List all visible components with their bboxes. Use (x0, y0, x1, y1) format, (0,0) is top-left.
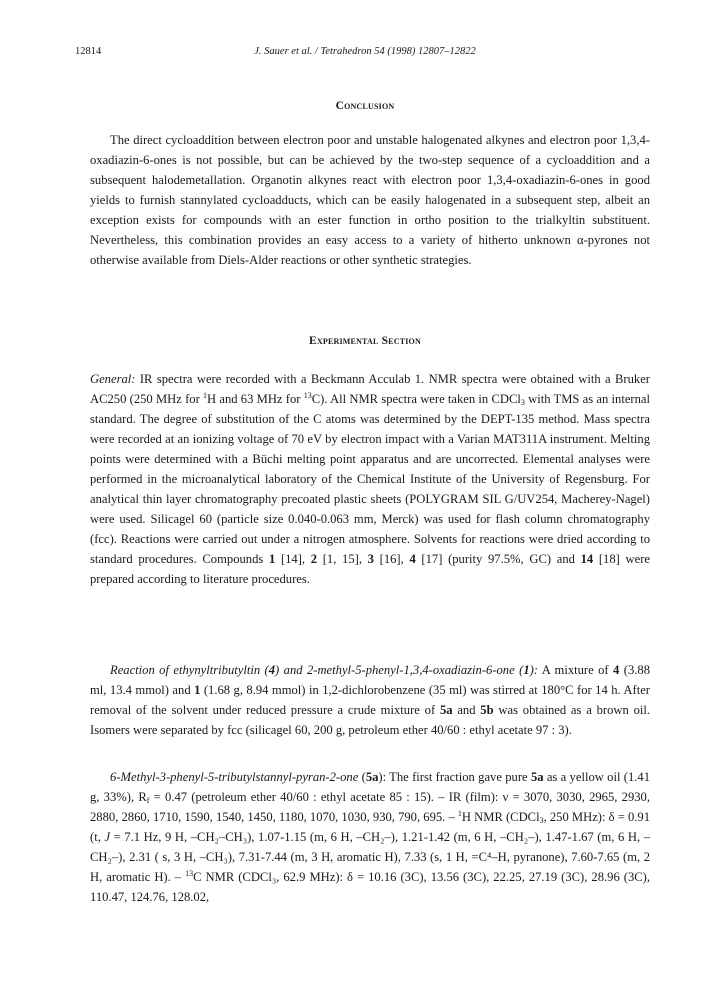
reaction-title: Reaction of ethynyltributyltin (4) and 2-methyl-5-phenyl-1,3,4-oxadiazin-6-one (1): (110, 663, 538, 677)
compound-5a-text: 6-Methyl-3-phenyl-5-tributylstannyl-pyran-2-one (5a): The first fraction gave pure 5a as a yellow oil (1.41 g, 33%), $R_f = 0.47$ (petroleum ether 40/60 : ethyl acetate 85 : 15). – IR (film): ν = 3070, 3030, 2965, 2930, 2880, 2860, 1710, 1590, 1540, 1450, 1180, 1070, 1030, 930, 790, 695. – $^1$H NMR (CDCl$_3$, 250 MHz): δ = 0.91 (t, J = 7.1 Hz, 9 H, –CH₂–CH₃), 1.07-1.15 (m, 6 H, –CH₂–), 1.21-1.42 (m, 6 H, –CH₂–), 1.47-1.67 (m, 6 H, –CH₂–), 2.31 ( s, 3 H, –CH₃), 7.31-7.44 (m, 3 H, aromatic H), 7.33 (s, 1 H, =C⁴–H, pyranone), 7.60-7.65 (m, 2 H, aromatic H). – $^{13}$C NMR (CDCl₃, 62.9 MHz): δ = 10.16 (3C), 13.56 (3C), 22.25, 27.19 (3C), 28.96 (3C), 110.47, 124.76, 128.02, (90, 770, 651, 904)
general-text: General: IR spectra were recorded with a Beckmann Acculab 1. NMR spectra were obtained with a Bruker AC250 (250 MHz for $^1$H and 63 MHz for $^{13}$C). All NMR spectra were taken in CDCl$_3$ with TMS as an internal standard. The degree of substitution of the C atoms was determined by the DEPT-135 method. Mass spectra were recorded at an ionizing voltage of 70 eV by electron impact with a Varian MAT311A instrument. Melting points were determined with a Büchi melting point apparatus and are uncorrected. Elemental analyses were performed in the microanalytical laboratory of the Chemical Institute of the University of Regensburg. For analytical thin layer chromatography precoated plastic sheets (POLYGRAM SIL G/UV254, Macherey-Nagel) were used. Silicagel 60 (particle size 0.040-0.063 mm, Merck) was used for flash column chromatography (fcc). Reactions were carried out under a nitrogen atmosphere. Solvents for reactions were dried according to standard procedures. Compounds 1 [14], 2 [1, 15], 3 [16], 4 [17] (purity 97.5%, GC) and 14 [18] were prepared according to literature procedures. (90, 372, 651, 586)
reaction-paragraph (90, 660, 650, 740)
compound-5a-name: 6-Methyl-3-phenyl-5-tributylstannyl-pyran-2-one (110, 770, 359, 784)
experimental-heading: Experimental Section (309, 335, 421, 347)
conclusion-text: The direct cycloaddition between electron poor and unstable halogenated alkynes and electron poor 1,3,4-oxadiazin-6-ones is not possible, but can be achieved by the two-step sequence of a cycloaddition and a subsequent halodemetallation. Organotin alkynes react with electron poor 1,3,4-oxadiazin-6-ones in good yields to furnish stannylated cycloadducts, which can be easily halogenated in a subsequent step, albeit an exception exists for compounds with an ester function in ortho position to the trialkyltin substituent. Nevertheless, this combination provides an easy access to a variety of hitherto unknown α-pyrones not otherwise available from Diels-Alder reactions or other synthetic strategies. (90, 133, 650, 267)
compound-5a-paragraph (90, 767, 650, 907)
journal-reference: J. Sauer et al. / Tetrahedron 54 (1998) 12807–12822 (254, 46, 476, 57)
running-head (75, 46, 655, 62)
page-number: 12814 (75, 46, 102, 57)
general-paragraph (90, 369, 650, 589)
general-label: General: (90, 372, 136, 386)
conclusion-heading: Conclusion (335, 100, 395, 112)
reaction-text: Reaction of ethynyltributyltin (4) and 2-methyl-5-phenyl-1,3,4-oxadiazin-6-one (1): A mixture of 4 (3.88 ml, 13.4 mmol) and 1 (1.68 g, 8.94 mmol) in 1,2-dichlorobenzene (35 ml) was stirred at 180°C for 14 h. After removal of the solvent under reduced pressure a crude mixture of 5a and 5b was obtained as a brown oil. Isomers were separated by fcc (silicagel 60, 200 g, petroleum ether 40/60 : ethyl acetate 97 : 3). (90, 663, 651, 737)
conclusion-paragraph (90, 130, 650, 270)
